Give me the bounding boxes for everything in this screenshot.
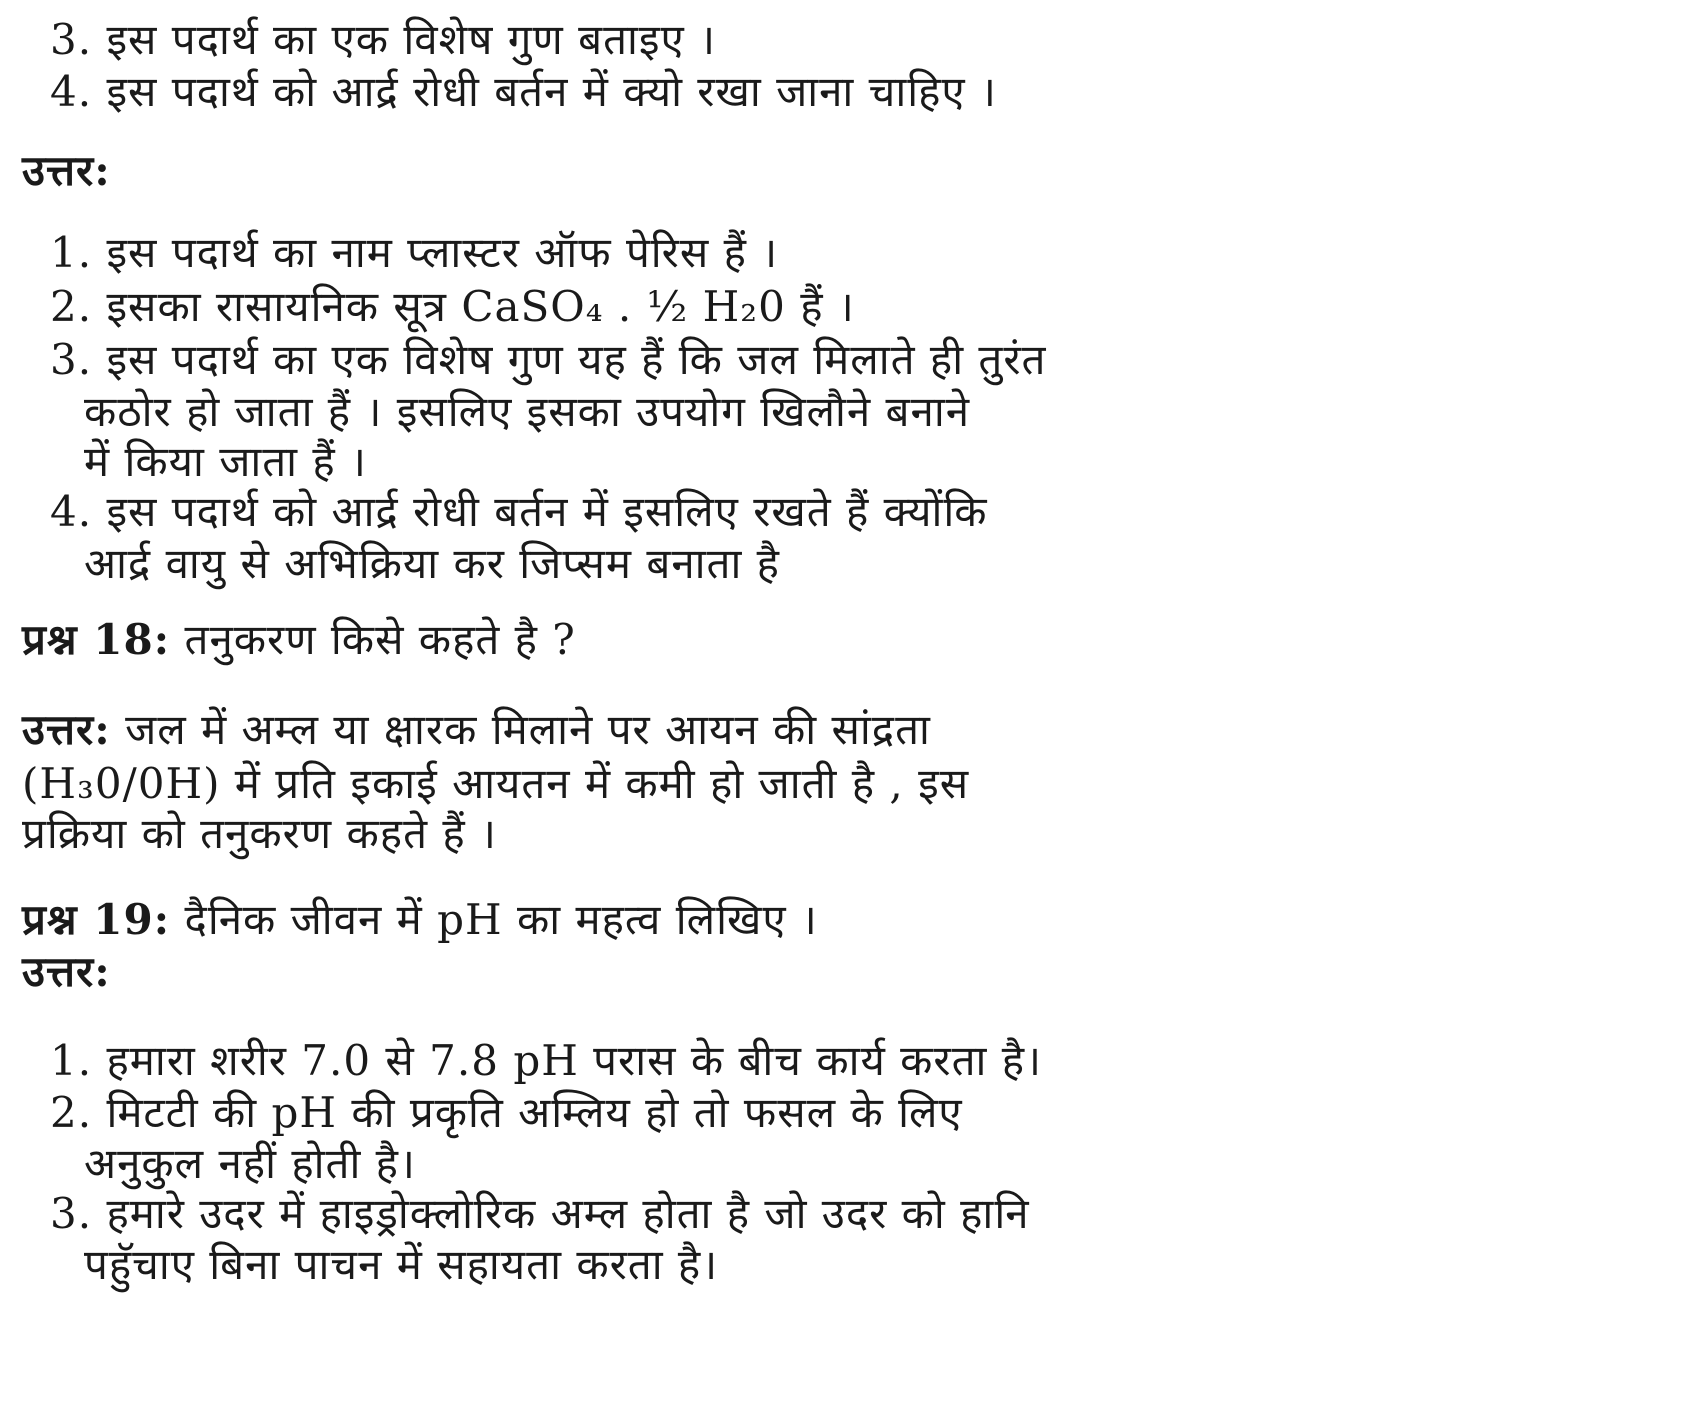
list-item: 1. इस पदार्थ का नाम प्लास्टर ऑफ पेरिस हैं ।	[50, 228, 779, 277]
list-item: 4. इस पदार्थ को आर्द्र रोधी बर्तन में क्यो रखा जाना चाहिए ।	[50, 67, 997, 116]
question-19: प्रश्न 19: दैनिक जीवन में pH का महत्व लिखिए ।	[22, 895, 818, 944]
list-item: 3. हमारे उदर में हाइड्रोक्लोरिक अम्ल होता है जो उदर को हानि	[50, 1189, 1030, 1238]
list-item-continuation: कठोर हो जाता हैं । इसलिए इसका उपयोग खिलौने बनाने	[84, 387, 971, 436]
list-item-continuation: आर्द्र वायु से अभिक्रिया कर जिप्सम बनाता है	[84, 539, 780, 588]
list-item: 3. इस पदार्थ का एक विशेष गुण यह हैं कि जल मिलाते ही तुरंत	[50, 335, 1047, 384]
list-item-continuation: अनुकुल नहीं होती है।	[84, 1139, 416, 1188]
question-18: प्रश्न 18: तनुकरण किसे कहते है ?	[22, 615, 576, 664]
answer-18-line-1: उत्तर: जल में अम्ल या क्षारक मिलाने पर आयन की सांद्रता	[22, 705, 931, 754]
answer-label: उत्तर:	[22, 947, 111, 996]
answer-18-line-2: (H₃0/0H) में प्रति इकाई आयतन में कमी हो जाती है , इस	[22, 759, 970, 808]
list-item: 3. इस पदार्थ का एक विशेष गुण बताइए ।	[50, 15, 717, 64]
answer-label: उत्तर:	[22, 146, 111, 195]
list-item: 1. हमारा शरीर 7.0 से 7.8 pH परास के बीच कार्य करता है।	[50, 1036, 1042, 1085]
list-item: 2. इसका रासायनिक सूत्र CaSO₄ . ½ H₂0 हैं ।	[50, 282, 855, 331]
answer-18-line-3: प्रक्रिया को तनुकरण कहते हैं ।	[22, 809, 497, 858]
list-item-continuation: में किया जाता हैं ।	[84, 437, 367, 486]
list-item-continuation: पहुॅचाए बिना पाचन में सहायता करता है।	[84, 1240, 719, 1289]
list-item: 2. मिटटी की pH की प्रकृति अम्लिय हो तो फसल के लिए	[50, 1088, 963, 1137]
list-item: 4. इस पदार्थ को आर्द्र रोधी बर्तन में इसलिए रखते हैं क्योंकि	[50, 487, 988, 536]
